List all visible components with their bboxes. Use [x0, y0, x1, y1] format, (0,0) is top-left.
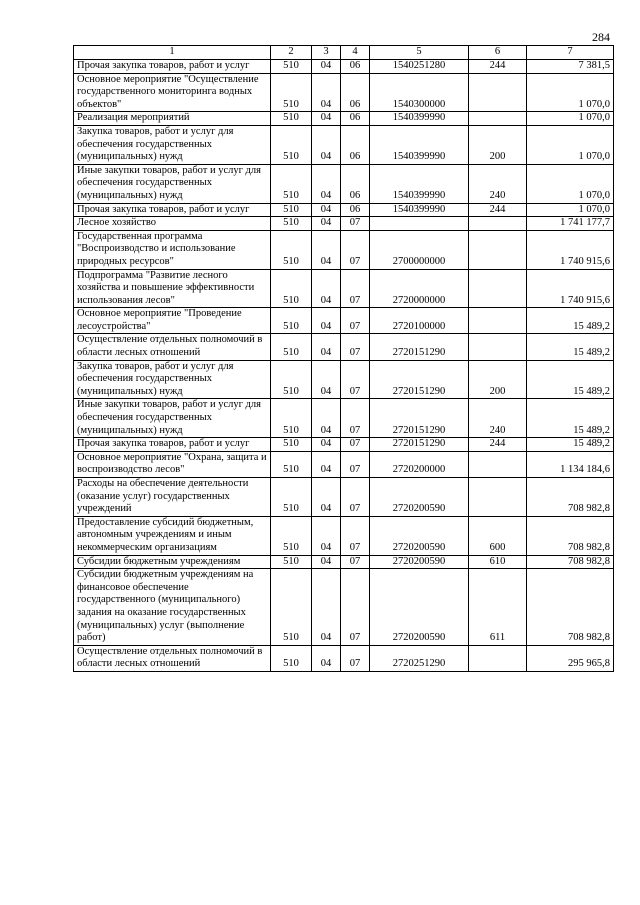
row-name-cell: Иные закупки товаров, работ и услуг для обеспечения государственных (муниципальных) нужд	[74, 164, 271, 203]
row-csr-cell: 2720200590	[370, 516, 469, 555]
row-rz-cell: 04	[312, 112, 341, 126]
row-vr-cell: 200	[469, 125, 527, 164]
row-sum-cell: 15 489,2	[527, 334, 614, 360]
row-rz-cell: 04	[312, 308, 341, 334]
row-pr-cell: 07	[341, 230, 370, 269]
row-name-cell: Прочая закупка товаров, работ и услуг	[74, 438, 271, 452]
row-csr-cell: 2720100000	[370, 308, 469, 334]
row-sum-cell: 1 070,0	[527, 112, 614, 126]
table-row	[74, 112, 614, 126]
row-rz-cell: 04	[312, 230, 341, 269]
row-pr-cell: 07	[341, 217, 370, 231]
row-sum-cell: 15 489,2	[527, 438, 614, 452]
row-csr-cell: 2720251290	[370, 645, 469, 671]
budget-table	[73, 45, 614, 672]
row-ved-cell: 510	[271, 399, 312, 438]
row-name-cell: Предоставление субсидий бюджетным, автономным учреждениям и иным некоммерческим организациям	[74, 516, 271, 555]
row-sum-cell: 1 070,0	[527, 73, 614, 112]
row-sum-cell: 708 982,8	[527, 555, 614, 569]
row-vr-cell	[469, 112, 527, 126]
row-vr-cell	[469, 308, 527, 334]
row-csr-cell: 1540399990	[370, 203, 469, 217]
row-csr-cell: 1540251280	[370, 60, 469, 74]
row-csr-cell	[370, 217, 469, 231]
row-pr-cell: 06	[341, 60, 370, 74]
row-name-cell: Субсидии бюджетным учреждениям	[74, 555, 271, 569]
row-sum-cell: 15 489,2	[527, 308, 614, 334]
row-rz-cell: 04	[312, 438, 341, 452]
row-pr-cell: 07	[341, 645, 370, 671]
header-cell-ved: 2	[271, 46, 312, 60]
row-csr-cell: 1540399990	[370, 125, 469, 164]
row-pr-cell: 06	[341, 73, 370, 112]
table-row	[74, 555, 614, 569]
row-sum-cell: 1 741 177,7	[527, 217, 614, 231]
row-pr-cell: 06	[341, 112, 370, 126]
row-sum-cell: 1 070,0	[527, 203, 614, 217]
row-vr-cell: 244	[469, 438, 527, 452]
row-vr-cell: 244	[469, 203, 527, 217]
row-ved-cell: 510	[271, 438, 312, 452]
row-sum-cell: 1 134 184,6	[527, 451, 614, 477]
row-ved-cell: 510	[271, 555, 312, 569]
row-name-cell: Прочая закупка товаров, работ и услуг	[74, 60, 271, 74]
row-pr-cell: 07	[341, 308, 370, 334]
row-rz-cell: 04	[312, 451, 341, 477]
row-ved-cell: 510	[271, 112, 312, 126]
table-row	[74, 125, 614, 164]
row-csr-cell: 1540399990	[370, 164, 469, 203]
row-ved-cell: 510	[271, 73, 312, 112]
table-row	[74, 73, 614, 112]
table-row	[74, 516, 614, 555]
row-rz-cell: 04	[312, 334, 341, 360]
row-rz-cell: 04	[312, 399, 341, 438]
row-pr-cell: 06	[341, 164, 370, 203]
row-pr-cell: 07	[341, 438, 370, 452]
row-sum-cell: 295 965,8	[527, 645, 614, 671]
row-ved-cell: 510	[271, 451, 312, 477]
row-name-cell: Осуществление отдельных полномочий в области лесных отношений	[74, 334, 271, 360]
row-name-cell: Основное мероприятие "Охрана, защита и воспроизводство лесов"	[74, 451, 271, 477]
header-cell-sum: 7	[527, 46, 614, 60]
row-rz-cell: 04	[312, 645, 341, 671]
row-csr-cell: 2720000000	[370, 269, 469, 308]
row-rz-cell: 04	[312, 73, 341, 112]
row-pr-cell: 07	[341, 569, 370, 646]
row-rz-cell: 04	[312, 569, 341, 646]
row-rz-cell: 04	[312, 516, 341, 555]
row-vr-cell: 200	[469, 360, 527, 399]
table-row	[74, 399, 614, 438]
row-ved-cell: 510	[271, 269, 312, 308]
row-sum-cell: 708 982,8	[527, 478, 614, 517]
row-name-cell: Прочая закупка товаров, работ и услуг	[74, 203, 271, 217]
row-pr-cell: 07	[341, 269, 370, 308]
row-rz-cell: 04	[312, 555, 341, 569]
row-rz-cell: 04	[312, 269, 341, 308]
row-vr-cell: 244	[469, 60, 527, 74]
row-pr-cell: 07	[341, 478, 370, 517]
table-row	[74, 334, 614, 360]
row-vr-cell	[469, 230, 527, 269]
row-name-cell: Субсидии бюджетным учреждениям на финансовое обеспечение государственного (муниципального) задания на оказание государственных (муниципальных) услуг (выполнение работ)	[74, 569, 271, 646]
row-vr-cell	[469, 217, 527, 231]
row-sum-cell: 1 070,0	[527, 125, 614, 164]
table-row	[74, 217, 614, 231]
row-vr-cell	[469, 269, 527, 308]
row-name-cell: Лесное хозяйство	[74, 217, 271, 231]
row-name-cell: Расходы на обеспечение деятельности (оказание услуг) государственных учреждений	[74, 478, 271, 517]
table-row	[74, 164, 614, 203]
row-name-cell: Закупка товаров, работ и услуг для обеспечения государственных (муниципальных) нужд	[74, 125, 271, 164]
table-row	[74, 60, 614, 74]
row-name-cell: Реализация мероприятий	[74, 112, 271, 126]
row-sum-cell: 7 381,5	[527, 60, 614, 74]
row-pr-cell: 06	[341, 125, 370, 164]
row-vr-cell: 600	[469, 516, 527, 555]
row-sum-cell: 708 982,8	[527, 516, 614, 555]
row-vr-cell: 240	[469, 399, 527, 438]
row-name-cell: Подпрограмма "Развитие лесного хозяйства и повышение эффективности использования лесов"	[74, 269, 271, 308]
header-cell-csr: 5	[370, 46, 469, 60]
row-ved-cell: 510	[271, 60, 312, 74]
row-name-cell: Основное мероприятие "Осуществление государственного мониторинга водных объектов"	[74, 73, 271, 112]
row-rz-cell: 04	[312, 125, 341, 164]
row-rz-cell: 04	[312, 203, 341, 217]
row-csr-cell: 2720200590	[370, 478, 469, 517]
row-vr-cell	[469, 645, 527, 671]
row-ved-cell: 510	[271, 230, 312, 269]
row-ved-cell: 510	[271, 478, 312, 517]
table-row	[74, 360, 614, 399]
row-csr-cell: 2720200000	[370, 451, 469, 477]
row-csr-cell: 2720200590	[370, 555, 469, 569]
row-pr-cell: 07	[341, 399, 370, 438]
row-ved-cell: 510	[271, 516, 312, 555]
header-cell-name: 1	[74, 46, 271, 60]
row-rz-cell: 04	[312, 478, 341, 517]
row-ved-cell: 510	[271, 164, 312, 203]
row-sum-cell: 15 489,2	[527, 399, 614, 438]
row-csr-cell: 2720200590	[370, 569, 469, 646]
row-vr-cell	[469, 478, 527, 517]
table-row	[74, 203, 614, 217]
header-cell-vr: 6	[469, 46, 527, 60]
row-pr-cell: 07	[341, 334, 370, 360]
row-vr-cell: 610	[469, 555, 527, 569]
row-ved-cell: 510	[271, 125, 312, 164]
row-csr-cell: 2720151290	[370, 360, 469, 399]
row-ved-cell: 510	[271, 217, 312, 231]
row-vr-cell: 611	[469, 569, 527, 646]
row-name-cell: Иные закупки товаров, работ и услуг для обеспечения государственных (муниципальных) нужд	[74, 399, 271, 438]
page-number: 284	[592, 30, 610, 44]
row-pr-cell: 06	[341, 203, 370, 217]
row-csr-cell: 2720151290	[370, 399, 469, 438]
row-sum-cell: 15 489,2	[527, 360, 614, 399]
row-name-cell: Государственная программа "Воспроизводство и использование природных ресурсов"	[74, 230, 271, 269]
row-ved-cell: 510	[271, 308, 312, 334]
table-row	[74, 645, 614, 671]
header-cell-pr: 4	[341, 46, 370, 60]
row-vr-cell	[469, 451, 527, 477]
header-row	[74, 46, 614, 60]
row-pr-cell: 07	[341, 451, 370, 477]
table-row	[74, 569, 614, 646]
row-sum-cell: 708 982,8	[527, 569, 614, 646]
row-pr-cell: 07	[341, 555, 370, 569]
header-cell-rz: 3	[312, 46, 341, 60]
row-sum-cell: 1 740 915,6	[527, 269, 614, 308]
row-rz-cell: 04	[312, 164, 341, 203]
table-row	[74, 308, 614, 334]
table-row	[74, 269, 614, 308]
row-ved-cell: 510	[271, 334, 312, 360]
row-sum-cell: 1 070,0	[527, 164, 614, 203]
row-vr-cell	[469, 73, 527, 112]
row-rz-cell: 04	[312, 60, 341, 74]
row-csr-cell: 2700000000	[370, 230, 469, 269]
row-ved-cell: 510	[271, 203, 312, 217]
table-row	[74, 478, 614, 517]
row-pr-cell: 07	[341, 516, 370, 555]
row-vr-cell	[469, 334, 527, 360]
row-csr-cell: 2720151290	[370, 438, 469, 452]
row-name-cell: Закупка товаров, работ и услуг для обеспечения государственных (муниципальных) нужд	[74, 360, 271, 399]
row-csr-cell: 2720151290	[370, 334, 469, 360]
row-vr-cell: 240	[469, 164, 527, 203]
row-pr-cell: 07	[341, 360, 370, 399]
row-ved-cell: 510	[271, 569, 312, 646]
row-name-cell: Осуществление отдельных полномочий в области лесных отношений	[74, 645, 271, 671]
row-csr-cell: 1540300000	[370, 73, 469, 112]
table-row	[74, 438, 614, 452]
table-row	[74, 230, 614, 269]
row-rz-cell: 04	[312, 360, 341, 399]
table-body	[74, 60, 614, 672]
row-name-cell: Основное мероприятие "Проведение лесоустройства"	[74, 308, 271, 334]
row-ved-cell: 510	[271, 360, 312, 399]
row-sum-cell: 1 740 915,6	[527, 230, 614, 269]
row-rz-cell: 04	[312, 217, 341, 231]
table-row	[74, 451, 614, 477]
row-ved-cell: 510	[271, 645, 312, 671]
row-csr-cell: 1540399990	[370, 112, 469, 126]
